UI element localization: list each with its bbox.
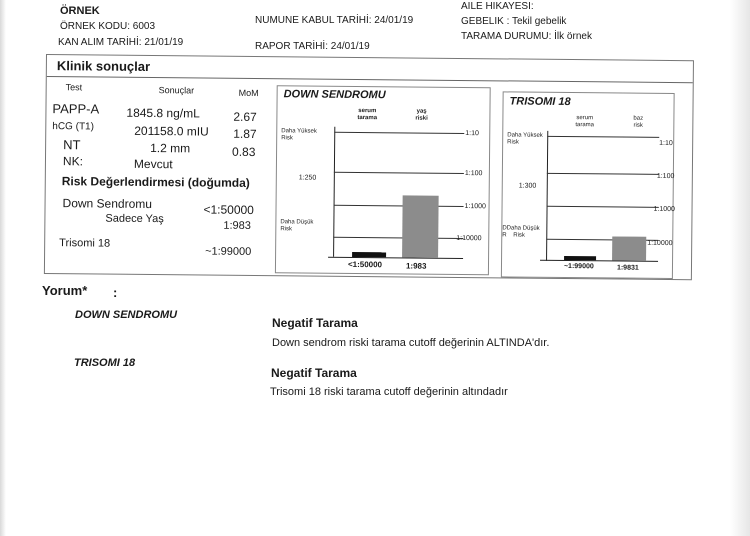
family-history: AILE HIKAYESI: <box>461 1 534 12</box>
risk-label: Trisomi 18 <box>59 237 111 250</box>
title-divider <box>47 76 693 83</box>
test-result: 1845.8 ng/mL <box>126 105 200 121</box>
comment-down-result: Negatif Tarama <box>272 316 358 330</box>
test-mom: 1.87 <box>233 126 257 142</box>
right-tick: 1:1000 <box>653 205 675 214</box>
sample-code: ÖRNEK KODU: 6003 <box>60 21 156 32</box>
risk-value: ~1:99000 <box>205 245 252 258</box>
right-tick: 1:10000 <box>456 234 482 243</box>
blood-draw-date: KAN ALIM TARİHİ: 21/01/19 <box>58 37 184 48</box>
comment-down-text: Down sendrom riski tarama cutoff değerinin ALTINDA'dır. <box>272 337 550 349</box>
legend-age-risk: yaş riski <box>415 108 428 122</box>
page-shadow-right <box>730 0 750 536</box>
right-tick: 1:10 <box>465 130 479 138</box>
clinical-results-box <box>44 54 694 280</box>
comment-t18-name: TRISOMI 18 <box>74 357 136 369</box>
risk-title: Risk Değerlendirmesi (doğumda) <box>61 174 250 190</box>
col-test-header: Test <box>65 82 83 93</box>
chart-axis <box>546 131 548 261</box>
test-mom: 0.83 <box>232 144 256 160</box>
report-date: RAPOR TARİHİ: 24/01/19 <box>255 41 370 52</box>
gridline <box>334 172 464 174</box>
risk-value: 1:983 <box>223 219 251 232</box>
age-risk-bar <box>402 195 439 257</box>
test-result: 1.2 mm <box>150 141 191 156</box>
left-tick: 1:250 <box>298 174 317 182</box>
lower-risk-label: DDaha Düşük R Risk <box>502 225 540 239</box>
test-result: Mevcut <box>133 156 173 172</box>
gridline <box>547 136 659 138</box>
down-syndrome-chart <box>275 85 491 275</box>
right-tick: 1:100 <box>464 170 483 178</box>
down-chart-title: DOWN SENDROMU <box>283 88 386 102</box>
test-name: NK: <box>62 154 84 169</box>
higher-risk-label: Daha Yüksek Risk <box>281 128 317 142</box>
comment-t18-text: Trisomi 18 riski tarama cutoff değerinin altındadır <box>270 386 508 398</box>
comment-label: Yorum* <box>42 283 88 298</box>
risk-value: <1:50000 <box>203 202 254 218</box>
test-name: hCG (T1) <box>52 121 95 133</box>
gridline <box>334 205 464 207</box>
serum-bar <box>564 256 596 260</box>
higher-risk-label: Daha Yüksek Risk <box>507 132 543 146</box>
legend-serum: serum tarama <box>357 108 378 122</box>
sample-title: ÖRNEK <box>60 5 100 17</box>
chart-baseline <box>328 257 463 259</box>
right-tick: 1:1000 <box>464 203 487 211</box>
comment-t18-result: Negatif Tarama <box>271 366 357 380</box>
test-mom: 2.67 <box>233 109 257 125</box>
lower-risk-label: Daha Düşük Risk <box>280 219 314 233</box>
test-result: 201158.0 mIU <box>134 123 209 139</box>
clinical-title: Klinik sonuçlar <box>56 58 151 74</box>
gridline <box>334 132 464 134</box>
risk-label: Down Sendromu <box>62 196 153 212</box>
col-mom-header: MoM <box>238 87 259 99</box>
right-tick: 1:100 <box>656 172 675 181</box>
trisomy18-chart <box>501 91 675 279</box>
legend-base-risk: baz risk <box>633 115 644 129</box>
risk-label: Sadece Yaş <box>105 212 164 226</box>
right-tick: 1:10000 <box>647 239 673 248</box>
t18-chart-title: TRISOMI 18 <box>509 95 571 109</box>
page-shadow-left <box>0 0 6 536</box>
comment-colon: : <box>113 285 118 300</box>
base-risk-bar <box>612 236 646 260</box>
screening-status: TARAMA DURUMU: İlk örnek <box>461 31 592 42</box>
serum-value-label: <1:50000 <box>347 259 383 270</box>
age-value-label: 1:983 <box>405 261 427 271</box>
serum-bar <box>352 252 386 257</box>
pregnancy: GEBELIK : Tekil gebelik <box>461 16 567 27</box>
sample-accept-date: NUMUNE KABUL TARİHİ: 24/01/19 <box>255 15 414 26</box>
test-name: NT <box>63 137 81 153</box>
gridline <box>547 206 659 208</box>
right-tick: 1:10 <box>659 139 673 148</box>
gridline <box>547 173 659 175</box>
left-tick: 1:300 <box>518 182 537 190</box>
base-value-label: 1:9831 <box>616 264 639 272</box>
legend-serum: serum tarama <box>575 115 595 129</box>
col-results-header: Sonuçlar <box>158 85 195 96</box>
serum-value-label: ~1:99000 <box>563 262 594 271</box>
comment-down-name: DOWN SENDROMU <box>75 309 178 321</box>
test-name: PAPP-A <box>52 101 100 117</box>
gridline <box>333 237 463 239</box>
